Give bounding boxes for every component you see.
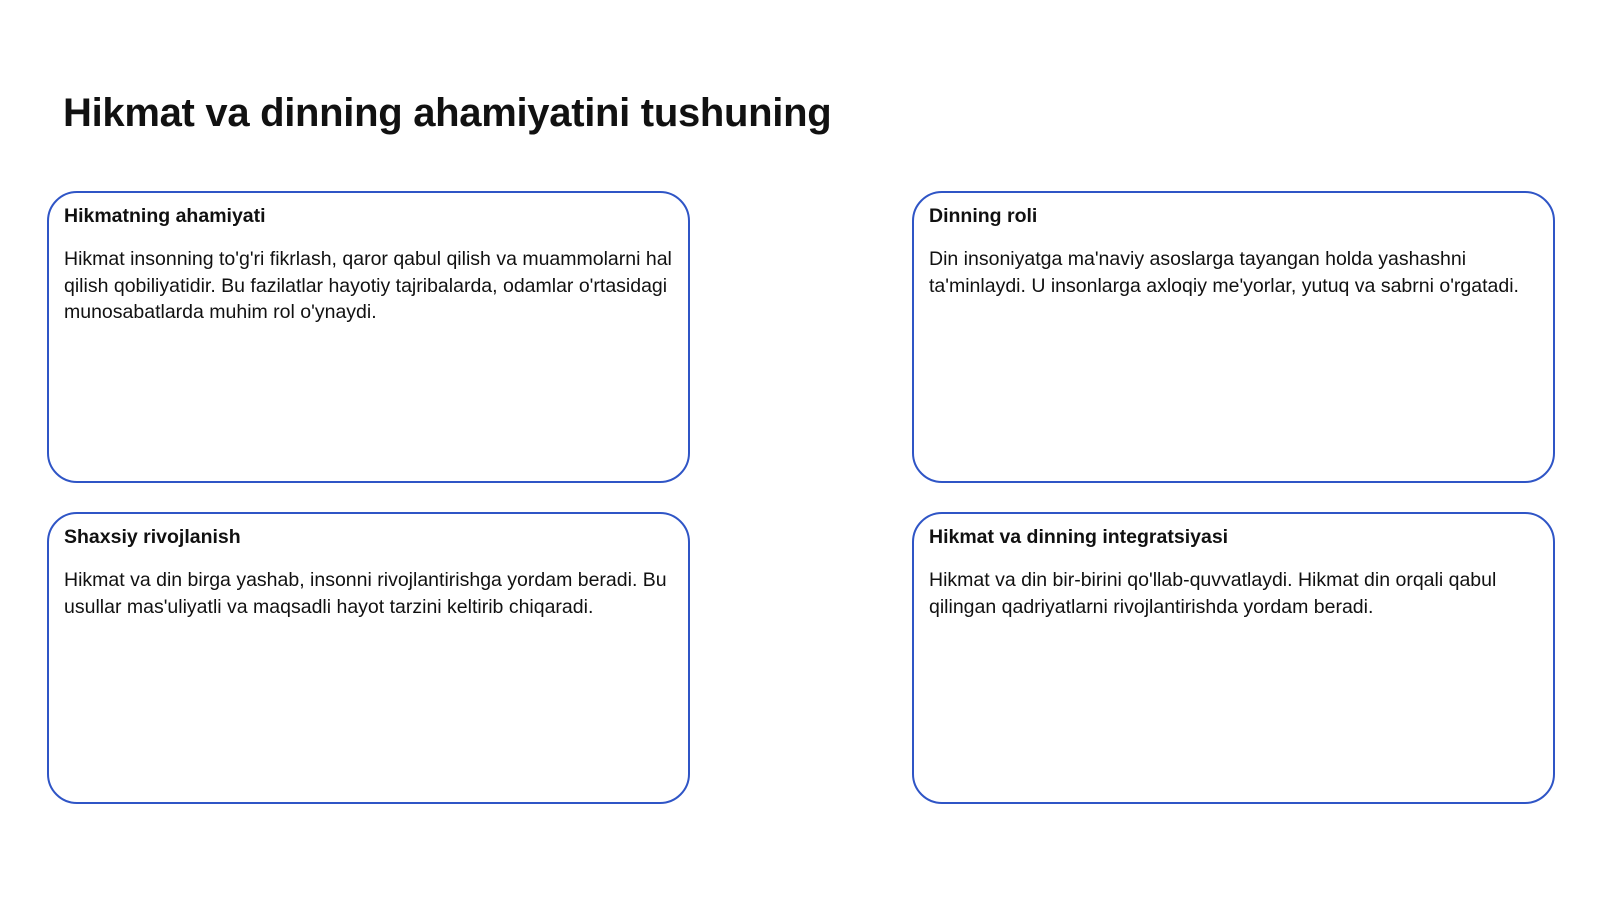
card-heading: Hikmat va dinning integratsiyasi xyxy=(929,526,1229,548)
card-dinning-roli xyxy=(912,191,1555,483)
card-heading: Dinning roli xyxy=(929,205,1038,227)
card-hikmatning-ahamiyati xyxy=(47,191,690,483)
card-text: Din insoniyatga ma'naviy asoslarga tayangan holda yashashni ta'minlaydi. U insonlarga axloqiy me'yorlar, yutuq va sabrni o'rgatadi. xyxy=(929,248,1519,297)
card-integratsiya xyxy=(912,512,1555,804)
card-text: Hikmat va din bir-birini qo'llab-quvvatlaydi. Hikmat din orqali qabul qilingan qadriyatlarni rivojlantirishda yordam beradi. xyxy=(929,569,1497,618)
card-text: Hikmat insonning to'g'ri fikrlash, qaror qabul qilish va muammolarni hal qilish qobiliyatidir. Bu fazilatlar hayotiy tajribalarda, odamlar o'rtasidagi munosabatlarda muhim rol o'ynaydi. xyxy=(64,248,672,323)
slide-title: Hikmat va dinning ahamiyatini tushuning xyxy=(63,91,832,135)
card-text: Hikmat va din birga yashab, insonni rivojlantirishga yordam beradi. Bu usullar mas'uliyatli va maqsadli hayot tarzini keltirib chiqaradi. xyxy=(64,569,667,618)
card-shaxsiy-rivojlanish xyxy=(47,512,690,804)
card-heading: Hikmatning ahamiyati xyxy=(64,205,266,227)
card-heading: Shaxsiy rivojlanish xyxy=(64,526,241,548)
